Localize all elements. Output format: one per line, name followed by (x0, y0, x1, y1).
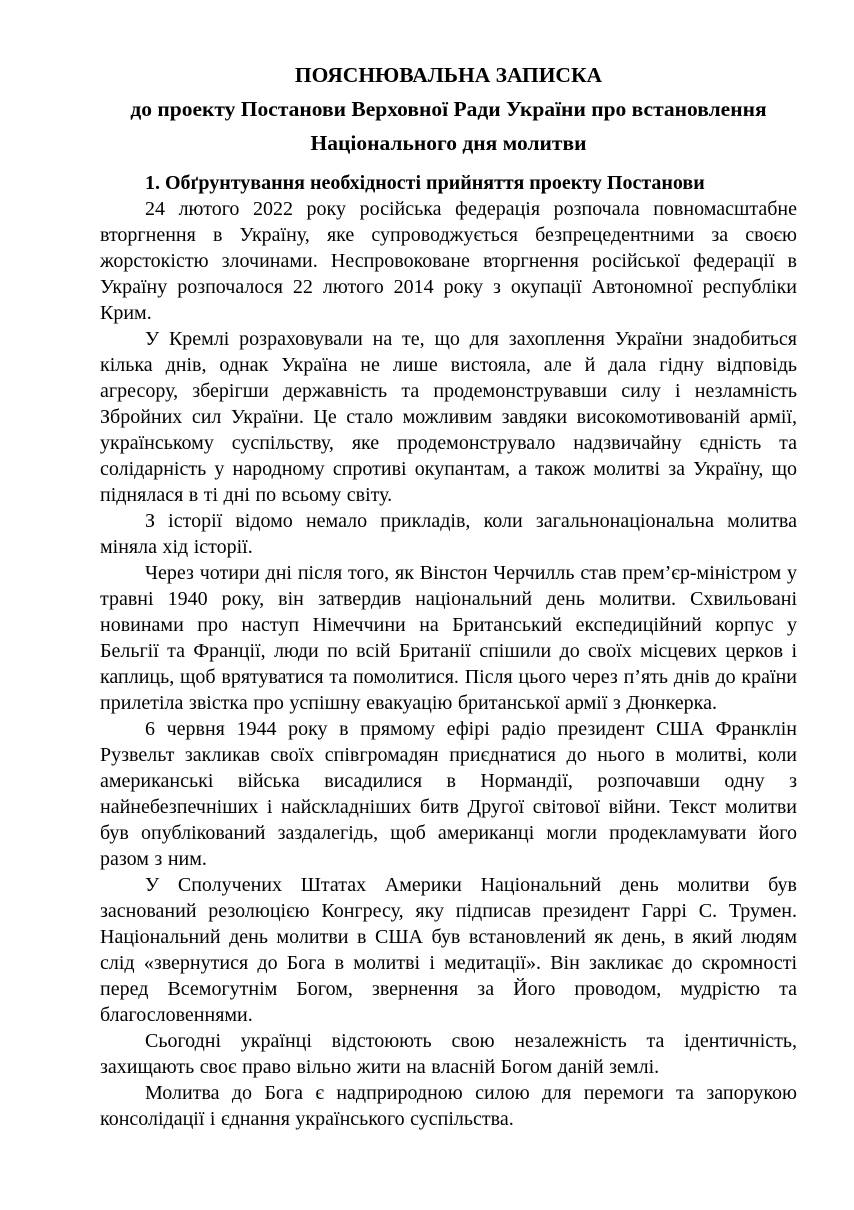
document-title (100, 58, 797, 160)
paragraph-roosevelt-1944: 6 червня 1944 року в прямому ефірі радіо президент США Франклін Рузвельт закликав своїх співгромадян приєднатися до нього в молитві, коли американські війська висадилися в Нормандії, розпочавши одну з найнебезпечніших і найскладніших битв Другої світової війни. Текст молитви був опублікований заздалегідь, щоб американці могли продекламувати його разом з ним. (100, 718, 797, 870)
paragraph-invasion-2022: 24 лютого 2022 року російська федерація розпочала повномасштабне вторгнення в Україну, яке супроводжується безпрецедентними за своєю жорстокістю злочинами. Неспровоковане вторгнення російської федерації в Україну розпочалося 22 лютого 2014 року з окупації Автономної республіки Крим. (100, 198, 797, 324)
paragraph-kremlin-expectations: У Кремлі розраховували на те, що для захоплення України знадобиться кілька днів, однак Україна не лише вистояла, але й дала гідну відповідь агресору, зберігши державність та продемонструвавши силу і незламність Збройних сил України. Це стало можливим завдяки високомотивованій армії, українському суспільству, яке продемонструвало надзвичайну єдність та солідарність у народному спротиві окупантам, а також молитві за Україну, що піднялася в ті дні по всьому світу. (100, 328, 797, 506)
paragraph-history-examples: З історії відомо немало прикладів, коли загальнонаціональна молитва міняла хід історії. (100, 510, 797, 558)
title-line-2: до проекту Постанови Верховної Ради України про встановлення (130, 97, 767, 121)
paragraph-churchill-1940: Через чотири дні після того, як Вінстон Черчилль став прем’єр-міністром у травні 1940 року, він затвердив національний день молитви. Схвильовані новинами про наступ Німеччини на Британський експедиційний корпус у Бельгії та Франції, люди по всій Британії спішили до своїх місцевих церков і каплиць, щоб врятуватися та помолитися. Після цього через п’ять днів до країни прилетіла звістка про успішну евакуацію британської армії з Дюнкерка. (100, 562, 797, 714)
title-line-1: ПОЯСНЮВАЛЬНА ЗАПИСКА (294, 63, 603, 87)
paragraph-prayer-power: Молитва до Бога є надприродною силою для перемоги та запорукою консолідації і єднання українського суспільства. (100, 1082, 797, 1130)
paragraph-usa-national-day: У Сполучених Штатах Америки Національний день молитви був заснований резолюцією Конгресу, яку підписав президент Гаррі С. Трумен. Національний день молитви в США був встановлений як день, в який людям слід «звернутися до Бога в молитві і медитації». Він закликає до скромності перед Всемогутнім Богом, звернення за Його проводом, мудрістю та благословеннями. (100, 874, 797, 1026)
title-line-3: Національного дня молитви (310, 131, 587, 155)
section-heading: 1. Обґрунтування необхідності прийняття проекту Постанови (145, 172, 705, 194)
paragraph-ukrainians-today: Сьогодні українці відстоюють свою незалежність та ідентичність, захищають своє право вільно жити на власній Богом даній землі. (100, 1030, 797, 1078)
